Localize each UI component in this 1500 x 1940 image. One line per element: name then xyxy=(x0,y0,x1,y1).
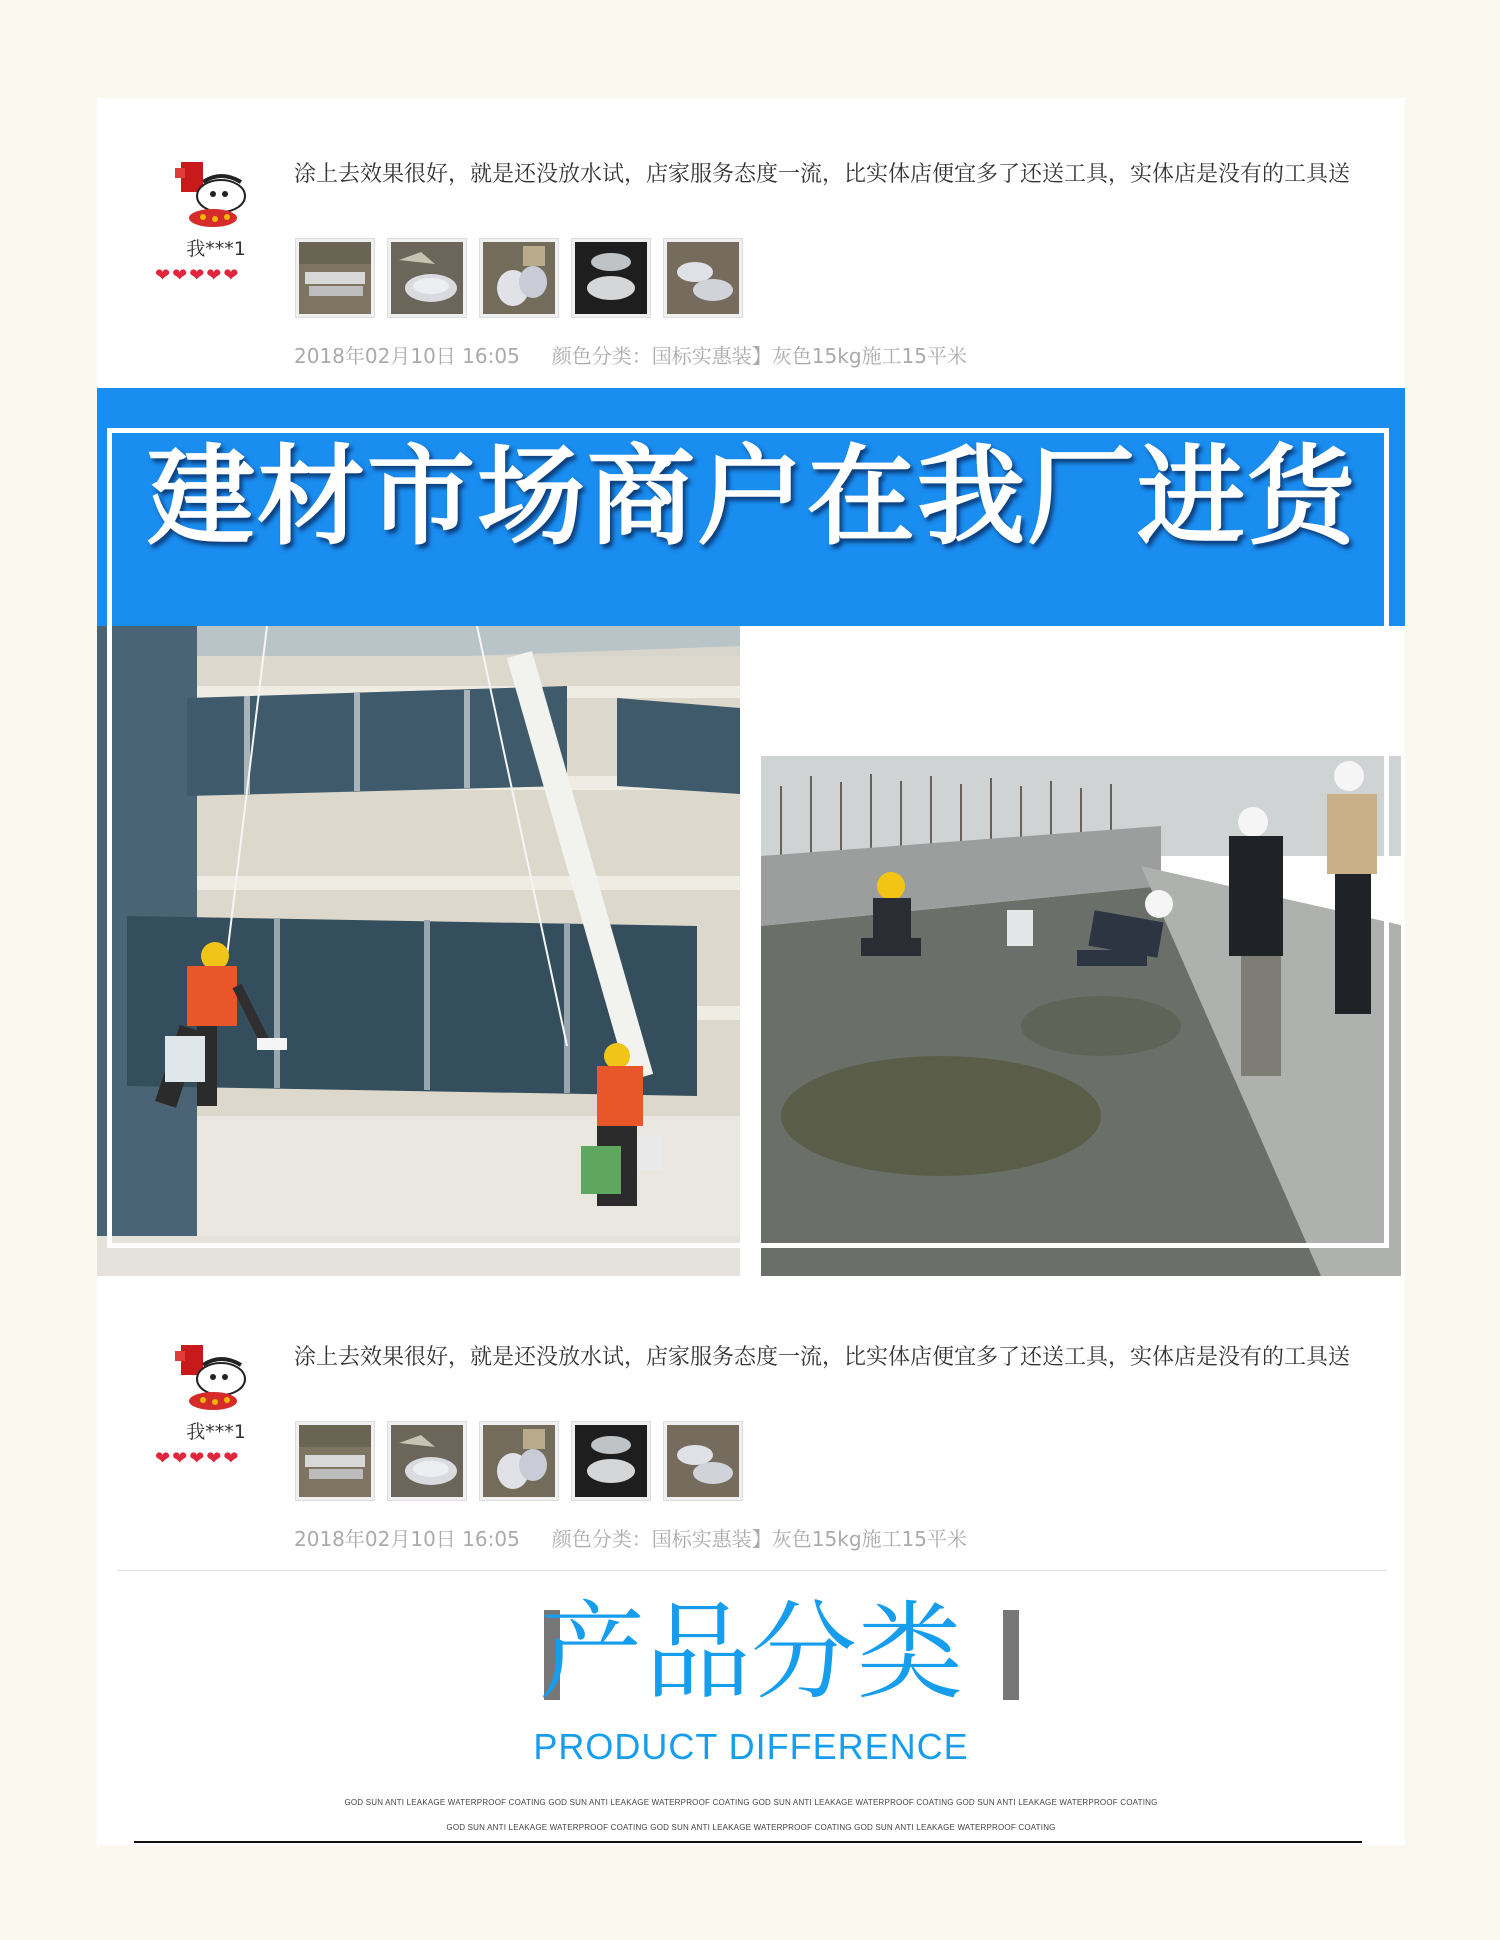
review-date: 2018年02月10日 16:05 xyxy=(294,1527,520,1551)
heart-icon: ❤ xyxy=(223,265,239,286)
review-date: 2018年02月10日 16:05 xyxy=(294,344,520,368)
product-detail-page xyxy=(97,98,1405,1845)
rating-stars xyxy=(155,1449,275,1469)
user-avatar xyxy=(173,160,249,230)
category-subtitle: PRODUCT DIFFERENCE xyxy=(533,1726,969,1767)
review-thumbnails xyxy=(296,239,742,319)
category-tagline: GOD SUN ANTI LEAKAGE WATERPROOF COATING GOD SUN ANTI LEAKAGE WATERPROOF COATING GOD SUN ANTI LEAKAGE WATERPROOF COATING GOD SUN ANTI LEAKAGE WATERPROOF COATING xyxy=(344,1798,1158,1807)
review-spec: 颜色分类：国标实惠装】灰色15kg施工15平米 xyxy=(551,1527,967,1551)
facade-work-photo xyxy=(97,626,740,1276)
heart-icon: ❤ xyxy=(206,1448,222,1469)
review-meta xyxy=(294,340,967,369)
review-photo-thumb[interactable] xyxy=(296,239,374,317)
heart-icon: ❤ xyxy=(155,265,171,286)
review-meta xyxy=(294,1523,967,1552)
review-photo-thumb[interactable] xyxy=(388,239,466,317)
heart-icon: ❤ xyxy=(189,265,205,286)
heart-icon: ❤ xyxy=(223,1448,239,1469)
review-spec: 颜色分类：国标实惠装】灰色15kg施工15平米 xyxy=(551,344,967,368)
category-title: 产品分类 xyxy=(539,1591,963,1714)
heart-icon: ❤ xyxy=(172,1448,188,1469)
promo-banner xyxy=(97,388,1405,626)
reviewer-username: 我***1 xyxy=(186,238,246,260)
roof-work-photo xyxy=(761,626,1405,1276)
reviewer-username: 我***1 xyxy=(186,1421,246,1443)
user-avatar xyxy=(173,1343,249,1413)
review-card xyxy=(97,1331,1405,1631)
category-tagline: GOD SUN ANTI LEAKAGE WATERPROOF COATING GOD SUN ANTI LEAKAGE WATERPROOF COATING GOD SUN ANTI LEAKAGE WATERPROOF COATING xyxy=(446,1823,1056,1832)
review-photo-thumb[interactable] xyxy=(480,239,558,317)
review-photo-thumb[interactable] xyxy=(388,1422,466,1500)
review-text: 涂上去效果很好，就是还没放水试，店家服务态度一流，比实体店便宜多了还送工具，实体店是没有的工具送 xyxy=(294,162,1351,187)
heart-icon: ❤ xyxy=(189,1448,205,1469)
heart-icon: ❤ xyxy=(155,1448,171,1469)
heart-icon: ❤ xyxy=(206,265,222,286)
review-photo-thumb[interactable] xyxy=(572,239,650,317)
review-photo-thumb[interactable] xyxy=(480,1422,558,1500)
review-thumbnails xyxy=(296,1422,742,1502)
heart-icon: ❤ xyxy=(172,265,188,286)
review-text: 涂上去效果很好，就是还没放水试，店家服务态度一流，比实体店便宜多了还送工具，实体店是没有的工具送 xyxy=(294,1345,1351,1370)
review-photo-thumb[interactable] xyxy=(296,1422,374,1500)
review-photo-thumb[interactable] xyxy=(572,1422,650,1500)
bottom-rule xyxy=(134,1841,1362,1843)
review-photo-thumb[interactable] xyxy=(664,1422,742,1500)
banner-title: 建材市场商户在我厂进货 xyxy=(146,435,1357,560)
section-divider xyxy=(117,1570,1387,1571)
review-photo-thumb[interactable] xyxy=(664,239,742,317)
rating-stars xyxy=(155,266,275,286)
